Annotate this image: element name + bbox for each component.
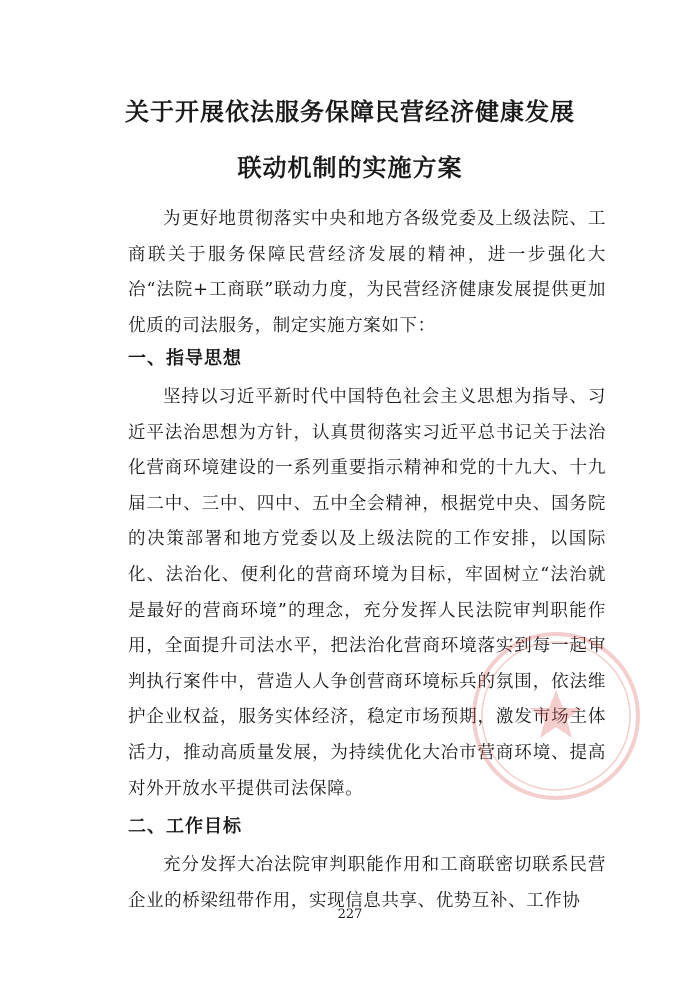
document-title-line-2: 联动机制的实施方案 (237, 154, 463, 182)
section-body-work-goals: 充分发挥大冶法院审判职能作用和工商联密切联系民营企业的桥梁纽带作用，实现信息共享、优势互补、工作协 (128, 855, 606, 911)
section-heading-guiding-ideology: 一、指导思想 (128, 348, 242, 369)
page-number: 227 (337, 907, 363, 922)
document-title-line-1: 关于开展依法服务保障民营经济健康发展 (125, 98, 575, 126)
official-seal-stamp (468, 628, 644, 804)
section-heading-work-goals: 二、工作目标 (128, 816, 242, 837)
intro-paragraph: 为更好地贯彻落实中央和地方各级党委及上级法院、工商联关于服务保障民营经济发展的精神，进一步强化大冶“法院+工商联”联动力度，为民营经济健康发展提供更加优质的司法服务，制定实施方案如下： (128, 209, 606, 336)
section-body-guiding-ideology: 坚持以习近平新时代中国特色社会主义思想为指导、习近平法治思想为方针，认真贯彻落实习近平总书记关于法治化营商环境建设的一系列重要指示精神和党的十九大、十九届二中、三中、四中、五中全会精神，根据党中央、国务院的决策部署和地方党委以及上级法院的工作安排，以国际化、法治化、便利化的营商环境为目标，牢固树立“法治就是最好的营商环境”的理念，充分发挥人民法院审判职能作用，全面提升司法水平，把法治化营商环境落实到每一起审判执行案件中，营造人人争创营商环境标兵的氛围，依法维护企业权益，服务实体经济，稳定市场预期，激发市场主体活力，推动高质量发展，为持续优化大冶市营商环境、提高对外开放水平提供司法保障。 (128, 387, 606, 799)
